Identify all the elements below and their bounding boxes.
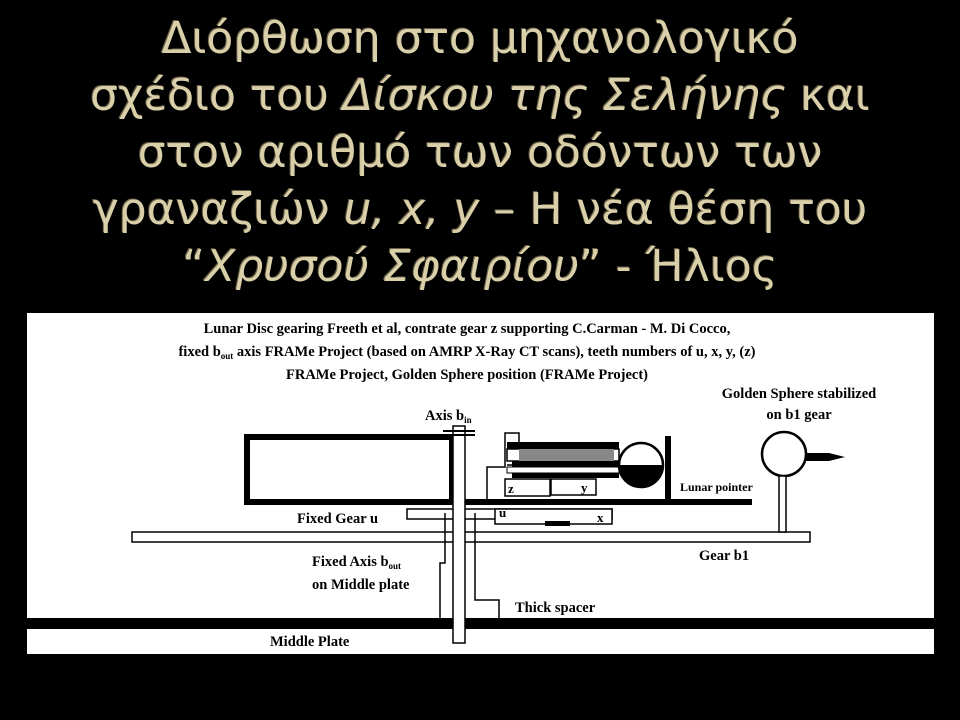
mechanism-diagram: [27, 313, 934, 654]
golden-sphere-stem: [779, 476, 786, 532]
middle-plate-label: Middle Plate: [270, 634, 350, 650]
fixed-axis-label-1: Fixed Axis $b_{out}$: [312, 554, 402, 571]
golden-sphere-label-1: Golden Sphere stabilized: [721, 386, 877, 402]
middle-plate: [27, 618, 934, 629]
title-line-2: σχέδιο του Δίσκου της Σελήνης και: [90, 70, 870, 121]
lunar-disc-bar-1: [512, 461, 619, 467]
axis-b-in-label: Axis $b_{in}$: [425, 408, 472, 425]
gear-u-label: u: [499, 505, 507, 520]
thick-spacer: [475, 563, 499, 618]
slide-title: [0, 10, 960, 295]
moon-phase-dark-half: [619, 465, 663, 487]
gear-y-label: y: [581, 480, 588, 495]
title-line-1: Διόρθωση στο μηχανολογικό: [161, 13, 799, 64]
title-line-5: “Χρυσού Σφαιρίου” - Ήλιος: [182, 241, 778, 292]
lunar-pointer: [665, 436, 671, 502]
title-line-3: στον αριθμό των οδόντων των: [137, 127, 823, 178]
caption-line-3: FRAMe Project, Golden Sphere position (FRAMe Project): [285, 367, 649, 383]
gear-spacer-lower: [545, 521, 570, 526]
title-line-4: γραναζιών u, x, y – Η νέα θέση του: [92, 184, 868, 235]
gear-b1: [132, 532, 810, 542]
lunar-disc-top: [507, 442, 619, 449]
golden-sphere: [762, 432, 806, 476]
lunar-pointer-label: Lunar pointer: [680, 480, 753, 494]
gear-y: [551, 479, 596, 495]
golden-sphere-pointer: [806, 453, 845, 461]
caption-line-1: Lunar Disc gearing Freeth et al, contrate gear z supporting C.Carman - M. Di Cocco,: [203, 321, 731, 337]
lunar-disc-frame: [247, 437, 452, 502]
golden-sphere-label-2: on b1 gear: [766, 407, 832, 423]
diagram-svg: [27, 313, 934, 654]
lunar-disc-bar-3: [512, 473, 619, 478]
axis-b-in: [453, 426, 465, 643]
lunar-disc-gray: [519, 449, 614, 461]
gear-z-label: z: [508, 481, 514, 496]
thick-spacer-label: Thick spacer: [515, 600, 596, 616]
gear-b1-label: Gear b1: [699, 548, 750, 564]
fixed-axis-label-2: on Middle plate: [312, 577, 410, 593]
fixed-axis-b-out-left: [440, 513, 445, 618]
caption-line-2: fixed $b_{out}$ axis FRAMe Project (based on AMRP X-Ray CT scans), teeth numbers of u, x, y, (z): [178, 344, 756, 361]
fixed-gear-u-label: Fixed Gear u: [297, 511, 379, 527]
gear-x-label: x: [597, 510, 604, 525]
gear-spacer-upper: [545, 500, 570, 505]
lunar-disc-bar-2: [507, 467, 619, 473]
